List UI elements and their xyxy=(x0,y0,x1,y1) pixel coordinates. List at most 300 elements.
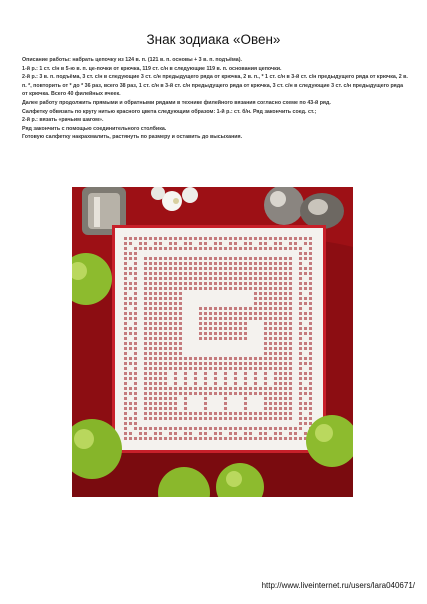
mesh-cell xyxy=(119,362,123,366)
mesh-cell xyxy=(174,242,177,245)
mesh-cell xyxy=(169,342,172,345)
mesh-cell xyxy=(199,262,202,265)
mesh-cell xyxy=(144,357,147,360)
mesh-cell xyxy=(229,327,232,330)
mesh-cell xyxy=(219,442,223,446)
mesh-cell xyxy=(154,282,157,285)
mesh-cell xyxy=(309,232,313,236)
mesh-cell xyxy=(259,327,263,331)
mesh-cell xyxy=(229,232,233,236)
mesh-cell xyxy=(149,427,152,430)
mesh-cell xyxy=(264,307,267,310)
mesh-cell xyxy=(254,302,257,305)
mesh-cell xyxy=(149,387,152,390)
mesh-cell xyxy=(119,327,123,331)
mesh-cell xyxy=(284,417,287,420)
mesh-cell xyxy=(239,442,243,446)
mesh-cell xyxy=(254,247,257,250)
mesh-cell xyxy=(229,252,233,256)
mesh-cell xyxy=(259,237,262,240)
mesh-cell xyxy=(139,342,143,346)
mesh-cell xyxy=(144,362,147,365)
mesh-cell xyxy=(124,422,127,425)
mesh-cell xyxy=(259,442,263,446)
mesh-cell xyxy=(289,232,293,236)
mesh-cell xyxy=(194,427,197,430)
mesh-cell xyxy=(174,277,177,280)
mesh-cell xyxy=(139,292,143,296)
mesh-cell xyxy=(289,422,293,426)
mesh-cell xyxy=(139,427,142,430)
mesh-cell xyxy=(229,417,232,420)
mesh-cell xyxy=(139,307,143,311)
mesh-cell xyxy=(244,412,247,415)
mesh-cell xyxy=(299,337,302,340)
mesh-cell xyxy=(279,422,283,426)
mesh-cell xyxy=(224,247,227,250)
mesh-cell xyxy=(309,322,312,325)
mesh-cell xyxy=(119,367,123,371)
mesh-cell xyxy=(219,387,222,390)
mesh-cell xyxy=(214,437,217,440)
mesh-cell xyxy=(269,232,273,236)
mesh-cell xyxy=(199,322,202,325)
mesh-cell xyxy=(159,432,162,435)
mesh-cell xyxy=(139,382,143,386)
mesh-cell xyxy=(289,432,292,435)
mesh-cell xyxy=(299,422,302,425)
mesh-cell xyxy=(179,262,182,265)
mesh-cell xyxy=(284,242,288,246)
mesh-cell xyxy=(224,312,227,315)
mesh-cell xyxy=(269,362,272,365)
mesh-cell xyxy=(119,382,123,386)
mesh-cell xyxy=(229,287,232,290)
mesh-cell xyxy=(209,237,212,240)
mesh-cell xyxy=(159,332,162,335)
mesh-cell xyxy=(274,332,277,335)
mesh-cell xyxy=(144,337,147,340)
mesh-cell xyxy=(139,262,143,266)
mesh-cell xyxy=(169,337,172,340)
mesh-cell xyxy=(229,432,232,435)
mesh-cell xyxy=(259,257,262,260)
mesh-cell xyxy=(129,272,132,275)
mesh-cell xyxy=(274,252,278,256)
filet-doily xyxy=(112,225,326,453)
mesh-cell xyxy=(164,237,167,240)
mesh-cell xyxy=(294,272,298,276)
mesh-cell xyxy=(304,257,307,260)
mesh-cell xyxy=(174,437,177,440)
mesh-cell xyxy=(164,442,168,446)
mesh-cell xyxy=(309,362,312,365)
mesh-cell xyxy=(299,417,302,420)
mesh-cell xyxy=(174,327,177,330)
mesh-cell xyxy=(169,322,172,325)
mesh-cell xyxy=(229,442,233,446)
mesh-cell xyxy=(149,312,152,315)
mesh-cell xyxy=(144,307,147,310)
mesh-cell xyxy=(244,387,247,390)
mesh-cell xyxy=(134,322,137,325)
mesh-cell xyxy=(199,257,202,260)
mesh-cell xyxy=(144,232,148,236)
mesh-cell xyxy=(164,247,167,250)
mesh-cell xyxy=(119,427,123,431)
mesh-cell xyxy=(284,402,287,405)
mesh-cell xyxy=(264,337,267,340)
mesh-cell xyxy=(184,402,187,405)
mesh-cell xyxy=(129,312,132,315)
mesh-cell xyxy=(154,292,157,295)
mesh-cell xyxy=(259,322,263,326)
mesh-cell xyxy=(229,357,232,360)
mesh-cell xyxy=(224,402,227,405)
mesh-cell xyxy=(244,277,247,280)
mesh-cell xyxy=(199,357,202,360)
mesh-cell xyxy=(169,347,172,350)
mesh-cell xyxy=(299,317,302,320)
mesh-cell xyxy=(234,362,237,365)
mesh-cell xyxy=(199,312,202,315)
mesh-cell xyxy=(314,412,318,416)
mesh-cell xyxy=(194,342,198,346)
mesh-cell xyxy=(244,237,247,240)
mesh-cell xyxy=(294,337,298,341)
mesh-cell xyxy=(239,377,243,381)
mesh-cell xyxy=(129,397,133,401)
mesh-cell xyxy=(184,382,187,385)
mesh-cell xyxy=(304,307,308,311)
mesh-cell xyxy=(219,242,222,245)
mesh-cell xyxy=(184,322,188,326)
mesh-cell xyxy=(124,302,127,305)
mesh-cell xyxy=(159,407,162,410)
mesh-cell xyxy=(279,267,282,270)
mesh-cell xyxy=(279,287,282,290)
mesh-cell xyxy=(269,287,272,290)
mesh-cell xyxy=(294,252,298,256)
mesh-cell xyxy=(189,247,192,250)
mesh-cell xyxy=(294,287,298,291)
mesh-cell xyxy=(269,377,273,381)
mesh-cell xyxy=(174,412,177,415)
mesh-cell xyxy=(154,372,157,375)
mesh-cell xyxy=(279,362,282,365)
mesh-cell xyxy=(159,302,162,305)
mesh-cell xyxy=(314,362,318,366)
mesh-cell xyxy=(169,242,172,245)
mesh-cell xyxy=(209,302,213,306)
mesh-cell xyxy=(139,417,143,421)
mesh-cell xyxy=(149,297,152,300)
mesh-cell xyxy=(154,402,157,405)
mesh-cell xyxy=(269,407,272,410)
mesh-cell xyxy=(154,262,157,265)
mesh-cell xyxy=(179,302,182,305)
mesh-cell xyxy=(279,252,283,256)
mesh-cell xyxy=(154,382,157,385)
mesh-cell xyxy=(209,327,212,330)
mesh-cell xyxy=(184,407,187,410)
mesh-cell xyxy=(294,427,297,430)
mesh-cell xyxy=(199,402,203,406)
mesh-cell xyxy=(309,312,312,315)
mesh-cell xyxy=(194,272,197,275)
mesh-cell xyxy=(179,317,182,320)
mesh-cell xyxy=(149,332,152,335)
mesh-cell xyxy=(194,392,197,395)
mesh-cell xyxy=(289,342,292,345)
mesh-cell xyxy=(249,397,253,401)
mesh-cell xyxy=(249,312,252,315)
mesh-cell xyxy=(254,332,258,336)
mesh-cell xyxy=(214,387,217,390)
mesh-cell xyxy=(219,312,222,315)
mesh-cell xyxy=(229,297,233,301)
mesh-cell xyxy=(234,412,237,415)
mesh-cell xyxy=(159,337,162,340)
mesh-cell xyxy=(139,237,142,240)
mesh-cell xyxy=(269,252,273,256)
mesh-cell xyxy=(239,407,243,411)
mesh-cell xyxy=(259,432,262,435)
mesh-cell xyxy=(184,277,187,280)
mesh-cell xyxy=(249,342,253,346)
mesh-cell xyxy=(259,267,262,270)
mesh-cell xyxy=(314,352,318,356)
mesh-cell xyxy=(299,307,302,310)
mesh-cell xyxy=(144,412,147,415)
mesh-cell xyxy=(154,247,157,250)
mesh-cell xyxy=(284,282,287,285)
mesh-cell xyxy=(289,347,292,350)
mesh-cell xyxy=(219,297,223,301)
mesh-cell xyxy=(194,377,197,380)
mesh-cell xyxy=(304,387,307,390)
mesh-cell xyxy=(164,427,167,430)
mesh-cell xyxy=(254,242,258,246)
mesh-cell xyxy=(309,287,312,290)
mesh-cell xyxy=(224,242,228,246)
mesh-cell xyxy=(169,287,172,290)
mesh-cell xyxy=(234,327,237,330)
mesh-cell xyxy=(239,417,242,420)
mesh-cell xyxy=(149,272,152,275)
mesh-cell xyxy=(154,407,157,410)
doily-photo xyxy=(72,187,353,497)
mesh-cell xyxy=(154,332,157,335)
mesh-cell xyxy=(284,422,288,426)
mesh-cell xyxy=(239,427,242,430)
mesh-cell xyxy=(149,422,153,426)
mesh-cell xyxy=(169,302,172,305)
mesh-cell xyxy=(284,257,287,260)
mesh-cell xyxy=(129,317,132,320)
mesh-cell xyxy=(214,392,217,395)
mesh-cell xyxy=(249,257,252,260)
mesh-cell xyxy=(284,237,287,240)
mesh-cell xyxy=(229,277,232,280)
mesh-cell xyxy=(219,232,223,236)
mesh-cell xyxy=(304,247,308,251)
mesh-cell xyxy=(214,367,217,370)
mesh-cell xyxy=(244,382,247,385)
mesh-cell xyxy=(234,332,237,335)
mesh-cell xyxy=(154,442,158,446)
mesh-cell xyxy=(269,422,273,426)
mesh-cell xyxy=(244,342,248,346)
mesh-cell xyxy=(279,427,282,430)
mesh-cell xyxy=(234,377,237,380)
mesh-cell xyxy=(219,327,222,330)
mesh-cell xyxy=(129,422,132,425)
mesh-cell xyxy=(239,387,242,390)
mesh-cell xyxy=(254,232,258,236)
mesh-cell xyxy=(214,242,217,245)
mesh-cell xyxy=(174,352,177,355)
mesh-cell xyxy=(119,337,123,341)
mesh-cell xyxy=(164,312,167,315)
mesh-cell xyxy=(279,337,282,340)
mesh-cell xyxy=(279,312,282,315)
mesh-cell xyxy=(249,237,252,240)
mesh-cell xyxy=(249,252,253,256)
mesh-cell xyxy=(169,352,172,355)
mesh-cell xyxy=(184,232,188,236)
mesh-cell xyxy=(144,252,148,256)
mesh-cell xyxy=(239,332,242,335)
mesh-cell xyxy=(294,322,298,326)
mesh-cell xyxy=(229,262,232,265)
mesh-cell xyxy=(209,372,213,376)
mesh-cell xyxy=(309,367,312,370)
mesh-cell xyxy=(154,327,157,330)
mesh-cell xyxy=(284,412,287,415)
mesh-cell xyxy=(254,422,258,426)
mesh-cell xyxy=(189,382,193,386)
mesh-cell xyxy=(244,312,247,315)
mesh-cell xyxy=(204,332,207,335)
mesh-cell xyxy=(189,332,193,336)
mesh-cell xyxy=(269,387,272,390)
mesh-cell xyxy=(139,312,143,316)
mesh-cell xyxy=(279,272,282,275)
mesh-cell xyxy=(249,417,252,420)
mesh-cell xyxy=(314,282,318,286)
mesh-cell xyxy=(214,397,218,401)
mesh-cell xyxy=(274,337,277,340)
mesh-cell xyxy=(144,282,147,285)
mesh-cell xyxy=(174,232,178,236)
mesh-cell xyxy=(144,287,147,290)
mesh-cell xyxy=(249,242,252,245)
mesh-cell xyxy=(169,277,172,280)
mesh-cell xyxy=(164,277,167,280)
mesh-cell xyxy=(214,302,218,306)
mesh-cell xyxy=(119,312,123,316)
mesh-cell xyxy=(119,302,123,306)
mesh-cell xyxy=(189,367,192,370)
mesh-cell xyxy=(184,387,187,390)
mesh-cell xyxy=(154,397,157,400)
mesh-cell xyxy=(279,317,282,320)
mesh-cell xyxy=(249,282,252,285)
mesh-cell xyxy=(224,347,228,351)
mesh-cell xyxy=(224,437,227,440)
mesh-cell xyxy=(249,367,252,370)
mesh-cell xyxy=(194,367,197,370)
mesh-cell xyxy=(209,257,212,260)
mesh-cell xyxy=(209,417,212,420)
mesh-cell xyxy=(139,277,143,281)
mesh-cell xyxy=(119,352,123,356)
mesh-cell xyxy=(259,232,263,236)
mesh-cell xyxy=(144,407,147,410)
mesh-cell xyxy=(164,242,168,246)
mesh-cell xyxy=(129,242,132,245)
mesh-cell xyxy=(179,362,182,365)
mesh-cell xyxy=(154,347,157,350)
mesh-cell xyxy=(309,352,312,355)
mesh-cell xyxy=(174,422,178,426)
mesh-cell xyxy=(224,427,227,430)
mesh-cell xyxy=(274,232,278,236)
mesh-cell xyxy=(224,392,227,395)
mesh-cell xyxy=(219,292,223,296)
mesh-cell xyxy=(164,262,167,265)
mesh-cell xyxy=(269,267,272,270)
mesh-cell xyxy=(299,327,302,330)
mesh-cell xyxy=(249,347,253,351)
mesh-cell xyxy=(274,377,277,380)
mesh-cell xyxy=(199,362,202,365)
mesh-cell xyxy=(189,302,193,306)
mesh-cell xyxy=(234,232,238,236)
mesh-cell xyxy=(194,372,197,375)
mesh-cell xyxy=(209,387,212,390)
mesh-cell xyxy=(139,402,143,406)
mesh-cell xyxy=(194,247,197,250)
mesh-cell xyxy=(239,312,242,315)
mesh-cell xyxy=(219,372,223,376)
mesh-cell xyxy=(164,232,168,236)
mesh-cell xyxy=(274,432,277,435)
mesh-cell xyxy=(149,377,152,380)
paragraph: 1-й р.: 1 ст. с/н в 5-ю в. п. це-почки от крючка, 119 ст. с/н в следующие 119 в. п. основания цепочки. xyxy=(22,65,282,72)
mesh-cell xyxy=(309,277,312,280)
mesh-cell xyxy=(184,347,188,351)
mesh-cell xyxy=(189,327,193,331)
mesh-cell xyxy=(304,292,308,296)
mesh-cell xyxy=(119,342,123,346)
mesh-cell xyxy=(214,317,217,320)
mesh-cell xyxy=(119,247,123,251)
mesh-cell xyxy=(199,417,202,420)
source-url: http://www.liveinternet.ru/users/lara040671/ xyxy=(261,581,415,590)
mesh-cell xyxy=(279,307,282,310)
mesh-cell xyxy=(264,387,267,390)
mesh-cell xyxy=(119,267,123,271)
mesh-cell xyxy=(259,362,262,365)
mesh-cell xyxy=(214,417,217,420)
mesh-cell xyxy=(154,412,157,415)
mesh-cell xyxy=(129,307,133,311)
mesh-cell xyxy=(154,287,157,290)
mesh-cell xyxy=(259,422,263,426)
mesh-cell xyxy=(189,307,193,311)
